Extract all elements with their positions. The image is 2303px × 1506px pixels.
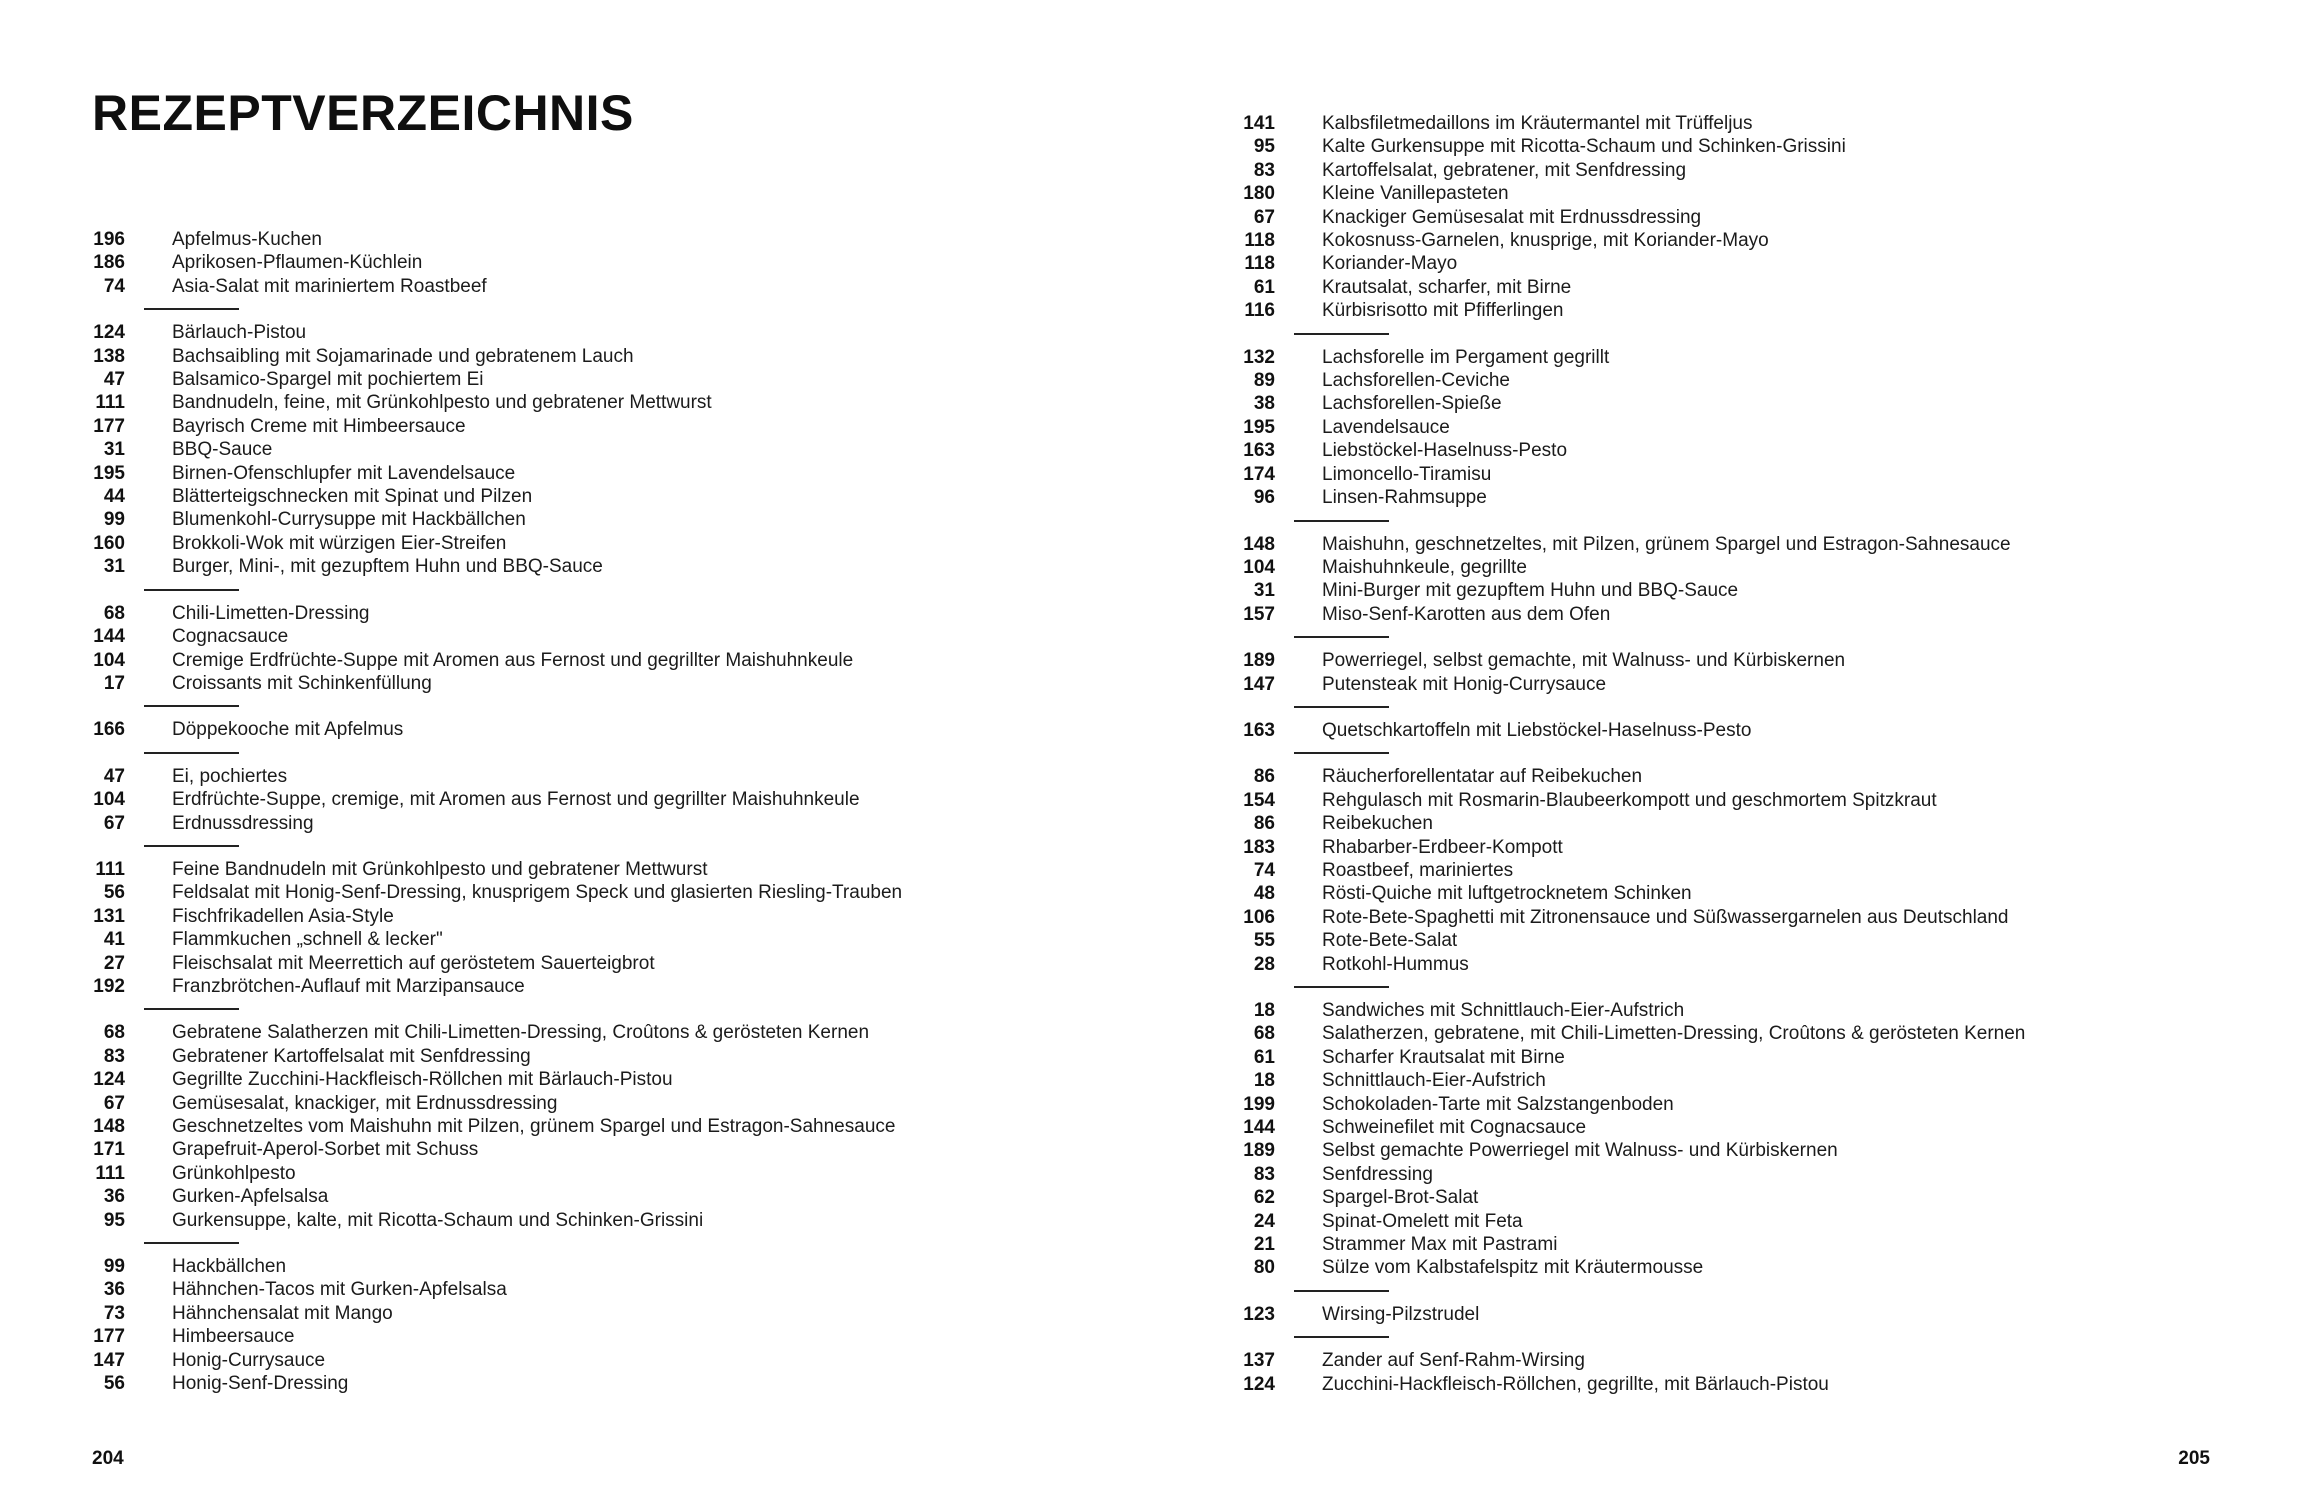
entry-title: Rösti-Quiche mit luftgetrocknetem Schinken (1322, 883, 1692, 905)
index-entry (1216, 1046, 2303, 1069)
index-entry (1216, 836, 2303, 859)
entry-page-number: 83 (103, 1045, 125, 1067)
index-entry (66, 881, 1166, 904)
group-separator (144, 308, 239, 310)
entry-title: Knackiger Gemüsesalat mit Erdnussdressing (1322, 206, 1702, 228)
entry-page-number: 83 (1253, 159, 1275, 181)
entry-page-number: 86 (1253, 813, 1275, 835)
index-entry (1216, 1210, 2303, 1233)
entry-title: Grapefruit-Aperol-Sorbet mit Schuss (172, 1139, 479, 1161)
index-entry (1216, 276, 2303, 299)
entry-page-number: 31 (103, 439, 125, 461)
index-entry (1216, 533, 2303, 556)
entry-page-number: 160 (93, 532, 125, 554)
index-entry (1216, 1256, 2303, 1279)
entry-title: Rote-Bete-Salat (1322, 930, 1458, 952)
entry-page-number: 138 (93, 345, 125, 367)
group-separator (144, 1008, 239, 1010)
index-entry (1216, 135, 2303, 158)
index-entry (1216, 392, 2303, 415)
entry-page-number: 68 (1253, 1023, 1275, 1045)
entry-title: Strammer Max mit Pastrami (1322, 1234, 1558, 1256)
entry-page-number: 95 (1253, 136, 1275, 158)
entry-page-number: 118 (1244, 253, 1275, 275)
index-entry (1216, 252, 2303, 275)
entry-title: Räucherforellentatar auf Reibekuchen (1322, 766, 1643, 788)
group-separator (1294, 752, 1389, 754)
index-entry (1216, 673, 2303, 696)
index-entry (1216, 159, 2303, 182)
entry-title: Mini-Burger mit gezupftem Huhn und BBQ-Sauce (1322, 580, 1739, 602)
entry-page-number: 147 (1243, 673, 1275, 695)
entry-page-number: 67 (103, 1092, 125, 1114)
entry-page-number: 124 (93, 322, 125, 344)
index-entry (1216, 882, 2303, 905)
entry-page-number: 67 (103, 812, 125, 834)
entry-page-number: 44 (103, 486, 125, 508)
entry-page-number: 123 (1243, 1303, 1275, 1325)
entry-page-number: 163 (1243, 440, 1275, 462)
index-entry (66, 1162, 1166, 1185)
entry-title: Gurken-Apfelsalsa (172, 1186, 329, 1208)
index-entry (66, 1325, 1166, 1348)
index-entry (1216, 1303, 2303, 1326)
entry-page-number: 48 (1253, 883, 1275, 905)
entry-title: Döppekooche mit Apfelmus (172, 719, 404, 741)
index-entry (1216, 906, 2303, 929)
entry-page-number: 18 (1253, 1000, 1275, 1021)
index-entry (66, 672, 1166, 695)
entry-page-number: 36 (103, 1186, 125, 1208)
index-entry (1216, 1186, 2303, 1209)
entry-page-number: 144 (1243, 1117, 1275, 1139)
entry-page-number: 21 (1253, 1234, 1275, 1256)
index-entry (66, 228, 1166, 251)
index-entry (1216, 789, 2303, 812)
entry-title: Powerriegel, selbst gemachte, mit Walnuss- und Kürbiskernen (1322, 650, 1846, 672)
index-entry (66, 765, 1166, 788)
entry-title: Roastbeef, mariniertes (1322, 859, 1514, 881)
entry-title: Ei, pochiertes (172, 765, 288, 787)
index-entry (1216, 999, 2303, 1022)
group-separator (144, 589, 239, 591)
entry-page-number: 144 (93, 626, 125, 648)
index-entry (1216, 1069, 2303, 1092)
index-entry (66, 368, 1166, 391)
entry-title: Kokosnuss-Garnelen, knusprige, mit Koriander-Mayo (1322, 230, 1769, 252)
index-entry (66, 251, 1166, 274)
group-separator (1294, 333, 1389, 335)
entry-page-number: 106 (1243, 906, 1275, 928)
group-separator (1294, 706, 1389, 708)
index-entry (66, 1372, 1166, 1395)
entry-title: Gegrillte Zucchini-Hackfleisch-Röllchen mit Bärlauch-Pistou (172, 1069, 673, 1091)
entry-title: Franzbrötchen-Auflauf mit Marzipansauce (172, 975, 525, 997)
entry-title: Salatherzen, gebratene, mit Chili-Limetten-Dressing, Croûtons & gerösteten Kernen (1322, 1023, 2026, 1045)
entry-page-number: 56 (103, 882, 125, 904)
entry-title: Fischfrikadellen Asia-Style (172, 905, 394, 927)
index-entry (66, 275, 1166, 298)
entry-title: Wirsing-Pilzstrudel (1322, 1303, 1480, 1325)
entry-title: Linsen-Rahmsuppe (1322, 487, 1487, 509)
entry-page-number: 96 (1253, 487, 1275, 509)
entry-title: Kartoffelsalat, gebratener, mit Senfdressing (1322, 159, 1687, 181)
group-separator (1294, 1336, 1389, 1338)
entry-title: Lachsforellen-Spieße (1322, 393, 1502, 415)
entry-title: Zander auf Senf-Rahm-Wirsing (1322, 1350, 1585, 1372)
index-entry (66, 345, 1166, 368)
entry-title: Cremige Erdfrüchte-Suppe mit Aromen aus Fernost und gegrillter Maishuhnkeule (172, 649, 854, 671)
entry-title: Sandwiches mit Schnittlauch-Eier-Aufstrich (1322, 1000, 1685, 1021)
entry-title: Scharfer Krautsalat mit Birne (1322, 1046, 1565, 1068)
entry-title: Blumenkohl-Currysuppe mit Hackbällchen (172, 509, 526, 531)
index-entry (66, 812, 1166, 835)
entry-title: Gurkensuppe, kalte, mit Ricotta-Schaum und Schinken-Grissini (172, 1209, 704, 1231)
index-entry (66, 928, 1166, 951)
entry-page-number: 174 (1243, 463, 1275, 485)
entry-title: Quetschkartoffeln mit Liebstöckel-Haselnuss-Pesto (1322, 719, 1752, 741)
entry-title: Hackbällchen (172, 1256, 287, 1278)
index-entry (1216, 416, 2303, 439)
index-entry (66, 391, 1166, 414)
entry-page-number: 137 (1243, 1350, 1275, 1372)
entry-title: Schnittlauch-Eier-Aufstrich (1322, 1070, 1546, 1092)
index-entry (66, 1045, 1166, 1068)
entry-page-number: 104 (1243, 556, 1275, 578)
entry-title: Hähnchen-Tacos mit Gurken-Apfelsalsa (172, 1279, 507, 1301)
entry-title: Schweinefilet mit Cognacsauce (1322, 1117, 1587, 1139)
index-entry (1216, 859, 2303, 882)
index-entry (1216, 1093, 2303, 1116)
entry-title: Burger, Mini-, mit gezupftem Huhn und BBQ-Sauce (172, 556, 603, 578)
entry-page-number: 186 (93, 252, 125, 274)
index-entry (1216, 346, 2303, 369)
entry-title: Geschnetzeltes vom Maishuhn mit Pilzen, grünem Spargel und Estragon-Sahnesauce (172, 1116, 896, 1137)
entry-page-number: 68 (103, 602, 125, 624)
entry-page-number: 74 (103, 275, 125, 297)
index-entry (66, 1021, 1166, 1044)
entry-title: Reibekuchen (1322, 813, 1433, 835)
entry-page-number: 31 (1253, 580, 1275, 602)
index-entry (1216, 486, 2303, 509)
group-separator (1294, 636, 1389, 638)
entry-page-number: 38 (1253, 393, 1275, 415)
index-column-left (66, 228, 1166, 1395)
entry-title: Honig-Senf-Dressing (172, 1373, 349, 1395)
entry-title: Honig-Currysauce (172, 1349, 326, 1371)
index-entry (1216, 1022, 2303, 1045)
index-entry (66, 1255, 1166, 1278)
group-separator (144, 752, 239, 754)
index-entry (66, 462, 1166, 485)
entry-page-number: 104 (93, 649, 125, 671)
entry-page-number: 148 (93, 1116, 125, 1137)
entry-page-number: 47 (103, 765, 125, 787)
entry-page-number: 95 (103, 1209, 125, 1231)
entry-title: Sülze vom Kalbstafelspitz mit Kräutermousse (1322, 1257, 1704, 1279)
entry-page-number: 55 (1253, 930, 1275, 952)
entry-page-number: 147 (93, 1349, 125, 1371)
entry-title: Apfelmus-Kuchen (172, 229, 322, 250)
entry-title: Kalte Gurkensuppe mit Ricotta-Schaum und Schinken-Grissini (1322, 136, 1846, 158)
entry-title: Liebstöckel-Haselnuss-Pesto (1322, 440, 1568, 462)
entry-title: Bandnudeln, feine, mit Grünkohlpesto und gebratener Mettwurst (172, 392, 712, 414)
entry-title: Krautsalat, scharfer, mit Birne (1322, 276, 1572, 298)
entry-page-number: 83 (1253, 1163, 1275, 1185)
index-entry (66, 788, 1166, 811)
entry-title: Cognacsauce (172, 626, 289, 648)
index-entry (66, 415, 1166, 438)
group-separator (144, 845, 239, 847)
entry-page-number: 68 (103, 1022, 125, 1044)
index-entry (66, 858, 1166, 881)
index-entry (66, 1068, 1166, 1091)
entry-page-number: 116 (1244, 300, 1275, 322)
index-entry (1216, 579, 2303, 602)
entry-title: Brokkoli-Wok mit würzigen Eier-Streifen (172, 532, 507, 554)
entry-page-number: 17 (103, 672, 125, 694)
entry-title: Zucchini-Hackfleisch-Röllchen, gegrillte, mit Bärlauch-Pistou (1322, 1373, 1829, 1395)
index-entry (1216, 463, 2303, 486)
entry-title: Blätterteigschnecken mit Spinat und Pilzen (172, 486, 533, 508)
entry-page-number: 157 (1243, 603, 1275, 625)
index-entry (1216, 369, 2303, 392)
entry-page-number: 36 (103, 1279, 125, 1301)
entry-title: Schokoladen-Tarte mit Salzstangenboden (1322, 1093, 1674, 1115)
entry-page-number: 99 (103, 509, 125, 531)
entry-page-number: 18 (1253, 1070, 1275, 1092)
entry-title: Feldsalat mit Honig-Senf-Dressing, knusprigem Speck und glasierten Riesling-Trauben (172, 882, 903, 904)
entry-title: Croissants mit Schinkenfüllung (172, 672, 432, 694)
entry-page-number: 111 (95, 1162, 125, 1184)
entry-title: Bachsaibling mit Sojamarinade und gebratenem Lauch (172, 345, 634, 367)
entry-title: Lachsforellen-Ceviche (1322, 370, 1510, 392)
entry-title: Rotkohl-Hummus (1322, 953, 1469, 975)
entry-title: BBQ-Sauce (172, 439, 273, 461)
index-entry (1216, 556, 2303, 579)
entry-page-number: 171 (93, 1139, 125, 1161)
entry-page-number: 189 (1243, 1140, 1275, 1162)
entry-title: Birnen-Ofenschlupfer mit Lavendelsauce (172, 462, 516, 484)
entry-page-number: 86 (1253, 766, 1275, 788)
entry-page-number: 199 (1243, 1093, 1275, 1115)
entry-title: Lachsforelle im Pergament gegrillt (1322, 346, 1610, 368)
entry-title: Feine Bandnudeln mit Grünkohlpesto und gebratener Mettwurst (172, 858, 708, 880)
index-entry (1216, 929, 2303, 952)
entry-page-number: 163 (1243, 719, 1275, 741)
entry-title: Lavendelsauce (1322, 416, 1450, 438)
index-entry (1216, 182, 2303, 205)
entry-title: Fleischsalat mit Meerrettich auf geröstetem Sauerteigbrot (172, 952, 655, 974)
index-entry (66, 321, 1166, 344)
entry-title: Bärlauch-Pistou (172, 322, 307, 344)
index-entry (1216, 1233, 2303, 1256)
page-number-left: 204 (92, 1448, 124, 1469)
entry-title: Erdfrüchte-Suppe, cremige, mit Aromen aus Fernost und gegrillter Maishuhnkeule (172, 789, 860, 811)
index-entry (1216, 1139, 2303, 1162)
group-separator (1294, 520, 1389, 522)
entry-title: Maishuhnkeule, gegrillte (1322, 556, 1527, 578)
entry-title: Erdnussdressing (172, 812, 314, 834)
index-entry (1216, 1349, 2303, 1372)
index-entry (66, 1302, 1166, 1325)
group-separator (144, 705, 239, 707)
entry-title: Senfdressing (1322, 1163, 1433, 1185)
entry-page-number: 124 (1243, 1373, 1275, 1395)
index-entry (1216, 812, 2303, 835)
index-entry (66, 1349, 1166, 1372)
index-entry (1216, 603, 2303, 626)
entry-page-number: 189 (1243, 650, 1275, 672)
entry-title: Koriander-Mayo (1322, 253, 1458, 275)
entry-page-number: 61 (1253, 276, 1275, 298)
index-entry (66, 1115, 1166, 1138)
entry-title: Flammkuchen „schnell & lecker" (172, 929, 443, 951)
entry-title: Bayrisch Creme mit Himbeersauce (172, 415, 466, 437)
index-column-right (1216, 112, 2303, 1396)
index-entry (1216, 299, 2303, 322)
entry-page-number: 104 (93, 789, 125, 811)
entry-page-number: 177 (93, 1326, 125, 1348)
page-title: REZEPTVERZEICHNIS (92, 85, 634, 141)
entry-page-number: 148 (1243, 533, 1275, 555)
index-entry (1216, 229, 2303, 252)
index-entry (66, 602, 1166, 625)
entry-page-number: 47 (103, 369, 125, 391)
entry-title: Kalbsfiletmedaillons im Kräutermantel mit Trüffeljus (1322, 113, 1753, 134)
entry-title: Asia-Salat mit mariniertem Roastbeef (172, 275, 487, 297)
entry-title: Selbst gemachte Powerriegel mit Walnuss- und Kürbiskernen (1322, 1140, 1838, 1162)
entry-page-number: 192 (93, 975, 125, 997)
entry-page-number: 99 (103, 1256, 125, 1278)
entry-title: Kürbisrisotto mit Pfifferlingen (1322, 300, 1564, 322)
entry-page-number: 177 (93, 415, 125, 437)
entry-page-number: 41 (103, 929, 125, 951)
entry-page-number: 111 (95, 392, 125, 414)
index-entry (66, 508, 1166, 531)
index-entry (66, 1185, 1166, 1208)
entry-page-number: 73 (103, 1302, 125, 1324)
page-number-right: 205 (2178, 1448, 2210, 1469)
index-entry (1216, 206, 2303, 229)
entry-title: Miso-Senf-Karotten aus dem Ofen (1322, 603, 1611, 625)
entry-page-number: 61 (1253, 1046, 1275, 1068)
entry-page-number: 28 (1253, 953, 1275, 975)
entry-page-number: 31 (103, 556, 125, 578)
index-entry (66, 532, 1166, 555)
entry-page-number: 27 (103, 952, 125, 974)
entry-page-number: 141 (1243, 113, 1275, 134)
entry-page-number: 196 (93, 229, 125, 250)
entry-title: Aprikosen-Pflaumen-Küchlein (172, 252, 423, 274)
entry-page-number: 67 (1253, 206, 1275, 228)
entry-page-number: 62 (1253, 1187, 1275, 1209)
index-entry (1216, 1163, 2303, 1186)
index-entry (1216, 1116, 2303, 1139)
entry-page-number: 56 (103, 1373, 125, 1395)
group-separator (144, 1242, 239, 1244)
entry-title: Maishuhn, geschnetzeltes, mit Pilzen, grünem Spargel und Estragon-Sahnesauce (1322, 533, 2011, 555)
entry-page-number: 124 (93, 1069, 125, 1091)
index-entry (1216, 439, 2303, 462)
index-entry (1216, 112, 2303, 135)
entry-page-number: 180 (1243, 183, 1275, 205)
entry-title: Gebratene Salatherzen mit Chili-Limetten-Dressing, Croûtons & gerösteten Kernen (172, 1022, 870, 1044)
entry-title: Spargel-Brot-Salat (1322, 1187, 1479, 1209)
entry-page-number: 111 (95, 858, 125, 880)
entry-title: Limoncello-Tiramisu (1322, 463, 1492, 485)
index-entry (1216, 649, 2303, 672)
entry-title: Gemüsesalat, knackiger, mit Erdnussdressing (172, 1092, 558, 1114)
index-entry (66, 718, 1166, 741)
index-entry (66, 625, 1166, 648)
entry-page-number: 74 (1253, 859, 1275, 881)
index-entry (66, 438, 1166, 461)
index-entry (66, 1138, 1166, 1161)
entry-page-number: 131 (93, 905, 125, 927)
group-separator (1294, 1290, 1389, 1292)
entry-page-number: 195 (1243, 416, 1275, 438)
entry-title: Rehgulasch mit Rosmarin-Blaubeerkompott und geschmortem Spitzkraut (1322, 789, 1937, 811)
entry-page-number: 154 (1243, 789, 1275, 811)
index-entry (66, 555, 1166, 578)
entry-title: Gebratener Kartoffelsalat mit Senfdressing (172, 1045, 531, 1067)
entry-page-number: 132 (1243, 346, 1275, 368)
index-entry (66, 975, 1166, 998)
index-entry (66, 485, 1166, 508)
index-entry (1216, 1373, 2303, 1396)
group-separator (1294, 986, 1389, 988)
entry-page-number: 118 (1244, 230, 1275, 252)
entry-title: Grünkohlpesto (172, 1162, 296, 1184)
entry-page-number: 166 (93, 719, 125, 741)
entry-title: Rote-Bete-Spaghetti mit Zitronensauce und Süßwassergarnelen aus Deutschland (1322, 906, 2009, 928)
entry-title: Hähnchensalat mit Mango (172, 1302, 393, 1324)
entry-page-number: 195 (93, 462, 125, 484)
entry-page-number: 24 (1253, 1210, 1275, 1232)
entry-title: Balsamico-Spargel mit pochiertem Ei (172, 369, 484, 391)
index-entry (66, 905, 1166, 928)
entry-page-number: 89 (1253, 370, 1275, 392)
index-entry (66, 1209, 1166, 1232)
index-entry (1216, 765, 2303, 788)
index-entry (1216, 719, 2303, 742)
index-entry (66, 1278, 1166, 1301)
index-entry (1216, 953, 2303, 976)
entry-title: Putensteak mit Honig-Currysauce (1322, 673, 1607, 695)
entry-title: Kleine Vanillepasteten (1322, 183, 1509, 205)
index-entry (66, 649, 1166, 672)
index-entry (66, 1092, 1166, 1115)
entry-title: Spinat-Omelett mit Feta (1322, 1210, 1523, 1232)
index-entry (66, 952, 1166, 975)
entry-title: Himbeersauce (172, 1326, 295, 1348)
entry-page-number: 80 (1253, 1257, 1275, 1279)
entry-title: Rhabarber-Erdbeer-Kompott (1322, 836, 1563, 858)
entry-title: Chili-Limetten-Dressing (172, 602, 370, 624)
entry-page-number: 183 (1243, 836, 1275, 858)
